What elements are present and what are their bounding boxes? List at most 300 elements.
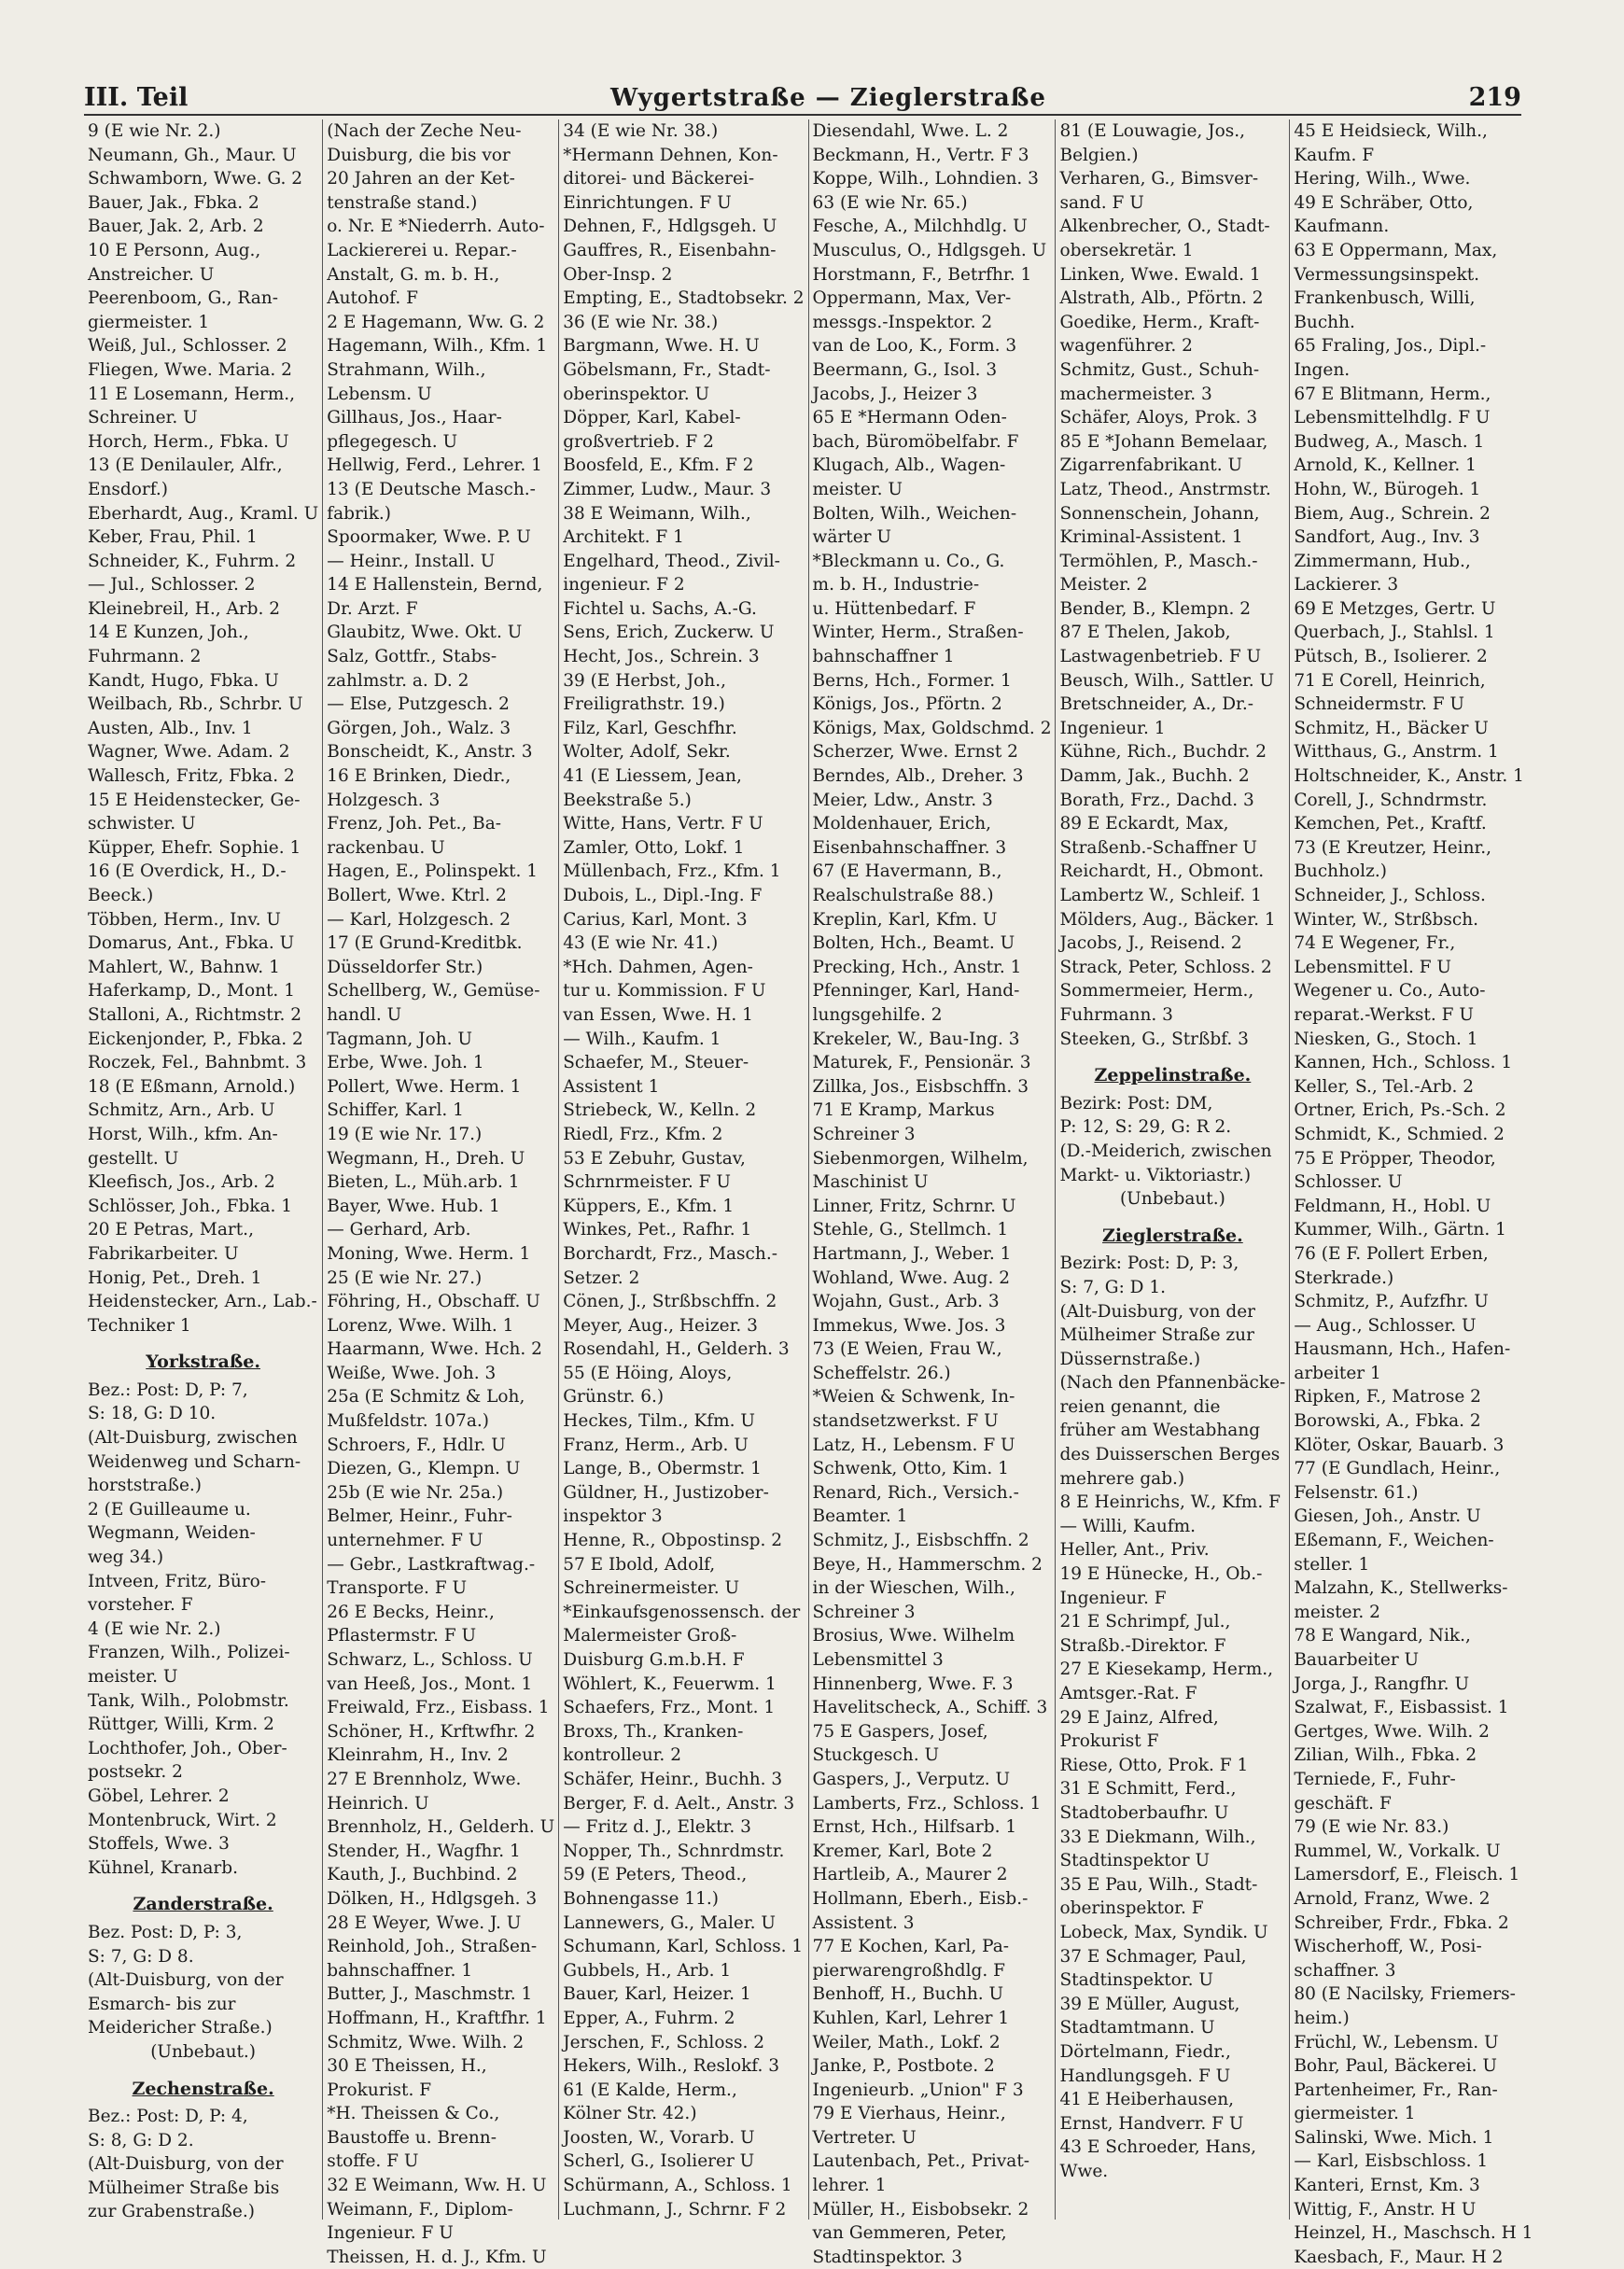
directory-entry: Haferkamp, D., Mont. 1: [88, 981, 295, 1001]
directory-entry: Müllenbach, Frz., Kfm. 1: [563, 861, 781, 882]
directory-entry: Lebensmittelhdlg. F U: [1294, 408, 1491, 428]
directory-entry: Salinski, Wwe. Mich. 1: [1294, 2127, 1494, 2148]
directory-entry: Bez. Post: D, P: 3,: [88, 1922, 243, 1942]
directory-entry: van Gemmeren, Peter,: [812, 2223, 1007, 2244]
directory-entry: Prokurist. F: [327, 2080, 432, 2100]
directory-entry: Moning, Wwe. Herm. 1: [327, 1243, 531, 1264]
directory-entry: 37 E Schmager, Paul,: [1059, 1946, 1247, 1967]
directory-entry: Belgien.): [1059, 145, 1139, 165]
directory-entry: Riese, Otto, Prok. F 1: [1059, 1755, 1249, 1775]
directory-entry: Schöner, H., Krftwfhr. 2: [327, 1721, 536, 1742]
directory-entry: Franz, Herm., Arb. U: [563, 1435, 749, 1455]
directory-entry: — Aug., Schlosser. U: [1294, 1315, 1477, 1336]
directory-entry: Ingen.: [1294, 359, 1351, 380]
directory-entry: Beusch, Wilh., Sattler. U: [1059, 670, 1275, 691]
directory-entry: Erbe, Wwe. Joh. 1: [327, 1053, 484, 1073]
directory-entry: 69 E Metzges, Gertr. U: [1294, 598, 1496, 619]
directory-entry: Meier, Ldw., Anstr. 3: [812, 790, 993, 810]
directory-entry: 45 E Heidsieck, Wilh.,: [1294, 121, 1488, 141]
directory-entry: 63 E Oppermann, Max,: [1294, 240, 1498, 260]
directory-entry: sand. F U: [1059, 192, 1144, 213]
directory-entry: Pütsch, B., Isolierer. 2: [1294, 647, 1488, 667]
directory-entry: Jerschen, F., Schloss. 2: [563, 2032, 764, 2052]
directory-entry: gestellt. U: [88, 1148, 179, 1169]
directory-entry: Winter, Herm., Straßen-: [812, 623, 1024, 643]
directory-entry: Lebensmittel. F U: [1294, 957, 1452, 977]
directory-entry: meister. U: [88, 1667, 178, 1687]
directory-entry: Duisburg G.m.b.H. F: [563, 1650, 745, 1670]
page-number: 219: [1468, 83, 1521, 112]
directory-entry: Kleefisch, Jos., Arb. 2: [88, 1172, 275, 1193]
directory-entry: 20 Jahren an der Ket-: [327, 169, 515, 189]
directory-entry: 39 (E Herbst, Joh.,: [563, 670, 726, 691]
directory-entry: Wegmann, Weiden-: [88, 1523, 256, 1544]
directory-entry: Bohr, Paul, Bäckerei. U: [1294, 2056, 1497, 2077]
directory-entry: Schreiner. U: [88, 408, 198, 428]
directory-column: [1289, 119, 1536, 2267]
directory-entry: Stuckgesch. U: [812, 1745, 940, 1766]
directory-entry: reparat.-Werkst. F U: [1294, 1004, 1474, 1025]
directory-entry: 27 E Brennholz, Wwe.: [327, 1769, 522, 1789]
directory-column: [322, 119, 558, 2267]
directory-entry: Fliegen, Wwe. Maria. 2: [88, 359, 292, 380]
directory-entry: Wittig, F., Anstr. H U: [1294, 2199, 1477, 2220]
directory-entry: Querbach, J., Stahlsl. 1: [1294, 623, 1495, 643]
directory-entry: Kaufmann.: [1294, 217, 1390, 237]
directory-entry: Gaspers, J., Verputz. U: [812, 1769, 1011, 1789]
directory-entry: Butter, J., Maschmstr. 1: [327, 1984, 533, 2005]
directory-entry: Szalwat, F., Eisbassist. 1: [1294, 1698, 1509, 1718]
directory-entry: Bonscheidt, K., Anstr. 3: [327, 742, 533, 763]
directory-entry: Schmitz, J., Eisbschffn. 2: [812, 1531, 1029, 1551]
directory-entry: Lobeck, Max, Syndik. U: [1059, 1922, 1268, 1942]
directory-entry: Weiß, Jul., Schlosser. 2: [88, 336, 287, 357]
directory-entry: Honig, Pet., Dreh. 1: [88, 1268, 262, 1288]
directory-entry: Precking, Hch., Anstr. 1: [812, 957, 1022, 977]
directory-entry: *Hermann Dehnen, Kon-: [563, 145, 778, 165]
directory-entry: Zimmer, Ludw., Maur. 3: [563, 479, 772, 499]
directory-entry: Weiler, Math., Lokf. 2: [812, 2032, 1001, 2052]
street-heading: Zeppelinstraße.: [1094, 1065, 1252, 1086]
directory-entry: — Willi, Kaufm.: [1059, 1516, 1197, 1536]
directory-entry: Kummer, Wilh., Gärtn. 1: [1294, 1220, 1506, 1240]
directory-entry: tur u. Kommission. F U: [563, 981, 766, 1001]
directory-entry: Dölken, H., Hdlgsgeh. 3: [327, 1888, 538, 1909]
directory-entry: Heinzel, H., Maschsch. H 1: [1294, 2223, 1533, 2244]
directory-entry: 65 E *Hermann Oden-: [812, 408, 1007, 428]
directory-entry: Ensdorf.): [88, 479, 169, 499]
directory-entry: Schürmann, A., Schloss. 1: [563, 2176, 792, 2196]
directory-entry: Arnold, K., Kellner. 1: [1294, 455, 1477, 476]
directory-entry: Moldenhauer, Erich,: [812, 814, 992, 834]
directory-entry: 38 E Weimann, Wilh.,: [563, 503, 751, 524]
street-heading: Zechenstraße.: [132, 2078, 274, 2099]
directory-entry: *Bleckmann u. Co., G.: [812, 551, 1005, 571]
directory-entry: Maschinist U: [812, 1172, 929, 1193]
directory-entry: Berger, F. d. Aelt., Anstr. 3: [563, 1793, 795, 1814]
directory-entry: — Jul., Schlosser. 2: [88, 575, 256, 595]
directory-entry: 18 (E Eßmann, Arnold.): [88, 1076, 296, 1097]
directory-entry: 59 (E Peters, Theod.,: [563, 1865, 748, 1885]
directory-entry: Ortner, Erich, Ps.-Sch. 2: [1294, 1100, 1506, 1121]
directory-entry: Lamersdorf, E., Fleisch. 1: [1294, 1865, 1520, 1885]
directory-entry: 32 E Weimann, Ww. H. U: [327, 2176, 547, 2196]
directory-entry: weg 34.): [88, 1548, 164, 1568]
directory-entry: Scheffelstr. 26.): [812, 1363, 951, 1383]
directory-entry: m. b. H., Industrie-: [812, 575, 980, 595]
header-rule: [84, 114, 1521, 116]
directory-entry: Weiße, Wwe. Joh. 3: [327, 1363, 497, 1383]
directory-entry: Filz, Karl, Geschfhr.: [563, 718, 737, 738]
directory-entry: Siebenmorgen, Wilhelm,: [812, 1148, 1029, 1169]
directory-entry: reien genannt, die: [1059, 1396, 1221, 1417]
directory-entry: giermeister. 1: [88, 312, 210, 332]
directory-entry: vorsteher. F: [88, 1595, 193, 1616]
directory-entry: 61 (E Kalde, Herm.,: [563, 2080, 737, 2100]
directory-entry: Beamter. 1: [812, 1506, 908, 1527]
directory-entry: arbeiter 1: [1294, 1363, 1381, 1383]
directory-entry: Musculus, O., Hdlgsgeh. U: [812, 240, 1047, 260]
directory-entry: Bieten, L., Müh.arb. 1: [327, 1172, 520, 1193]
directory-entry: Latz, Theod., Anstrmstr.: [1059, 479, 1271, 499]
directory-entry: Rüttger, Willi, Krm. 2: [88, 1715, 274, 1735]
directory-entry: Berndes, Alb., Dreher. 3: [812, 766, 1024, 787]
directory-entry: 35 E Pau, Wilh., Stadt-: [1059, 1874, 1258, 1895]
directory-entry: Kanteri, Ernst, Km. 3: [1294, 2176, 1480, 2196]
directory-entry: Jacobs, J., Heizer 3: [812, 384, 978, 404]
directory-entry: Ripken, F., Matrose 2: [1294, 1387, 1481, 1408]
directory-entry: Theissen, H. d. J., Kfm. U: [327, 2247, 547, 2267]
directory-entry: schaffner. 3: [1294, 1960, 1396, 1981]
directory-entry: Corell, J., Schndrmstr.: [1294, 790, 1488, 810]
directory-entry: Damm, Jak., Buchh. 2: [1059, 766, 1250, 787]
directory-entry: Bender, B., Klempn. 2: [1059, 598, 1252, 619]
directory-entry: Königs, Max, Goldschmd. 2: [812, 718, 1052, 738]
directory-entry: 11 E Losemann, Herm.,: [88, 384, 296, 404]
directory-entry: Schneidermstr. F U: [1294, 694, 1465, 715]
directory-entry: steller. 1: [1294, 1554, 1370, 1575]
directory-entry: machermeister. 3: [1059, 384, 1212, 404]
directory-entry: Ingenieur. F: [1059, 1588, 1167, 1608]
directory-entry: 39 E Müller, August,: [1059, 1994, 1240, 2014]
directory-entry: Roczek, Fel., Bahnbmt. 3: [88, 1053, 307, 1073]
directory-entry: Linner, Fritz, Schrnr. U: [812, 1196, 1016, 1216]
directory-entry: 21 E Schrimpf, Jul.,: [1059, 1612, 1231, 1632]
directory-entry: Zamler, Otto, Lokf. 1: [563, 837, 745, 858]
directory-entry: Assistent 1: [563, 1076, 660, 1097]
directory-entry: Weilbach, Rb., Schrbr. U: [88, 694, 303, 715]
directory-entry: 26 E Becks, Heinr.,: [327, 1602, 495, 1622]
directory-entry: Alstrath, Alb., Pförtn. 2: [1059, 288, 1264, 309]
directory-entry: Schwarz, L., Schloss. U: [327, 1650, 533, 1670]
directory-entry: Setzer. 2: [563, 1268, 640, 1288]
directory-entry: ingenieur. F 2: [563, 575, 685, 595]
directory-entry: Diezen, G., Klempn. U: [327, 1459, 521, 1479]
directory-entry: Ernst, Hch., Hilfsarb. 1: [812, 1817, 1017, 1838]
directory-entry: 63 (E wie Nr. 65.): [812, 192, 968, 213]
directory-entry: 16 (E Overdick, H., D.-: [88, 861, 287, 882]
directory-entry: (D.-Meiderich, zwischen: [1059, 1141, 1272, 1161]
directory-entry: 80 (E Nacilsky, Friemers-: [1294, 1984, 1516, 2005]
directory-entry: Beeck.): [88, 886, 154, 905]
directory-entry: Lastwagenbetrieb. F U: [1059, 647, 1262, 667]
directory-column: [1055, 119, 1289, 2220]
directory-entry: bach, Büromöbelfabr. F: [812, 431, 1019, 452]
directory-entry: Riedl, Frz., Kfm. 2: [563, 1124, 723, 1144]
directory-entry: 25b (E wie Nr. 25a.): [327, 1482, 504, 1503]
directory-entry: Salz, Gottfr., Stabs-: [327, 647, 497, 667]
directory-entry: Schellberg, W., Gemüse-: [327, 981, 540, 1001]
directory-entry: 31 E Schmitt, Ferd.,: [1059, 1779, 1237, 1800]
directory-entry: — Fritz d. J., Elektr. 3: [563, 1817, 751, 1838]
directory-entry: Amtsger.-Rat. F: [1059, 1684, 1197, 1703]
directory-entry: Borath, Frz., Dachd. 3: [1059, 790, 1254, 810]
directory-entry: (Unbebaut.): [1119, 1189, 1225, 1210]
directory-entry: 2 E Hagemann, Ww. G. 2: [327, 312, 545, 332]
directory-entry: Broxs, Th., Kranken-: [563, 1721, 744, 1742]
directory-entry: Tank, Wilh., Polobmstr.: [88, 1690, 289, 1711]
directory-entry: Beekstraße 5.): [563, 790, 692, 810]
directory-entry: Reinhold, Joh., Straßen-: [327, 1937, 538, 1957]
directory-entry: Lebensmittel 3: [812, 1650, 944, 1670]
directory-entry: Hagemann, Wilh., Kfm. 1: [327, 336, 548, 357]
directory-entry: Stadtinspektor. 3: [812, 2247, 963, 2267]
directory-entry: Keber, Frau, Phil. 1: [88, 527, 258, 548]
directory-entry: in der Wieschen, Wilh.,: [812, 1578, 1015, 1599]
directory-entry: Mahlert, W., Bahnw. 1: [88, 957, 280, 977]
directory-entry: Hecht, Jos., Schrein. 3: [563, 647, 760, 667]
directory-entry: Austen, Alb., Inv. 1: [88, 718, 253, 738]
directory-entry: Schmidt, K., Schmied. 2: [1294, 1124, 1505, 1144]
directory-entry: 36 (E wie Nr. 38.): [563, 312, 719, 332]
directory-entry: Brosius, Wwe. Wilhelm: [812, 1626, 1015, 1646]
directory-entry: Eisenbahnschaffner. 3: [812, 837, 1007, 858]
directory-entry: 16 E Brinken, Diedr.,: [327, 766, 511, 787]
directory-entry: mehrere gab.): [1059, 1468, 1185, 1489]
directory-entry: Keller, S., Tel.-Arb. 2: [1294, 1076, 1475, 1097]
directory-entry: Stadtinspektor. U: [1059, 1970, 1213, 1991]
directory-entry: Hering, Wilh., Wwe.: [1294, 169, 1471, 189]
directory-entry: Lannewers, G., Maler. U: [563, 1912, 776, 1933]
directory-entry: lungsgehilfe. 2: [812, 1004, 943, 1025]
directory-entry: 73 (E Weien, Frau W.,: [812, 1339, 1002, 1360]
directory-entry: Schroers, F., Hdlr. U: [327, 1435, 506, 1455]
directory-entry: früher am Westabhang: [1059, 1421, 1261, 1441]
directory-entry: Hagen, E., Polinspekt. 1: [327, 861, 539, 882]
directory-entry: S: 8, G: D 2.: [88, 2130, 194, 2150]
directory-entry: 77 E Kochen, Karl, Pa-: [812, 1937, 1009, 1957]
directory-entry: Borowski, A., Fbka. 2: [1294, 1411, 1481, 1432]
directory-entry: 87 E Thelen, Jakob,: [1059, 623, 1231, 643]
directory-entry: inspektor 3: [563, 1506, 663, 1527]
directory-entry: 71 E Corell, Heinrich,: [1294, 670, 1486, 691]
directory-entry: Schmitz, P., Aufzfhr. U: [1294, 1292, 1489, 1312]
directory-entry: Anstreicher. U: [88, 264, 215, 285]
directory-entry: 14 E Hallenstein, Bernd,: [327, 575, 543, 595]
directory-entry: pflegegesch. U: [327, 431, 458, 452]
directory-entry: des Duisserschen Berges: [1059, 1445, 1281, 1465]
directory-column: [808, 119, 1056, 2267]
directory-entry: Schreinermeister. U: [563, 1578, 740, 1599]
directory-entry: (Unbebaut.): [150, 2041, 257, 2062]
directory-entry: Fesche, A., Milchhdlg. U: [812, 217, 1028, 237]
directory-entry: Vertreter. U: [812, 2127, 917, 2148]
directory-entry: Bauer, Jak. 2, Arb. 2: [88, 217, 264, 237]
directory-entry: geschäft. F: [1294, 1793, 1392, 1814]
directory-entry: Düssernstraße.): [1059, 1349, 1201, 1369]
directory-entry: tenstraße stand.): [327, 192, 478, 213]
directory-entry: Kühne, Rich., Buchdr. 2: [1059, 742, 1267, 763]
directory-entry: Stoffels, Wwe. 3: [88, 1834, 230, 1855]
directory-entry: Wallesch, Fritz, Fbka. 2: [88, 766, 295, 787]
directory-entry: Giesen, Joh., Anstr. U: [1294, 1506, 1481, 1527]
directory-entry: u. Hüttenbedarf. F: [812, 598, 976, 619]
directory-entry: 17 (E Grund-Kreditbk.: [327, 933, 523, 954]
directory-entry: 2 (E Guilleaume u.: [88, 1499, 251, 1520]
directory-entry: 49 E Schräber, Otto,: [1294, 192, 1474, 213]
directory-entry: Transporte. F U: [327, 1578, 468, 1599]
directory-entry: Dr. Arzt. F: [327, 598, 418, 619]
directory-entry: pierwarengroßhdlg. F: [812, 1960, 1005, 1981]
directory-entry: Bohnengasse 11.): [563, 1888, 720, 1909]
directory-entry: meister. 2: [1294, 1602, 1380, 1622]
directory-entry: *Hch. Dahmen, Agen-: [563, 957, 753, 977]
directory-entry: Luchmann, J., Schrnr. F 2: [563, 2199, 787, 2220]
directory-entry: (Nach den Pfannenbäcke-: [1059, 1373, 1286, 1394]
directory-entry: Alkenbrecher, O., Stadt-: [1059, 217, 1270, 237]
directory-entry: Jorga, J., Rangfhr. U: [1294, 1674, 1470, 1694]
directory-entry: Ingenieurb. „Union" F 3: [812, 2080, 1024, 2100]
directory-entry: Gertges, Wwe. Wilh. 2: [1294, 1721, 1490, 1742]
directory-entry: Schwenk, Otto, Kim. 1: [812, 1459, 1009, 1479]
directory-entry: Bauer, Jak., Fbka. 2: [88, 192, 259, 213]
directory-entry: Sonnenschein, Johann,: [1059, 503, 1260, 524]
directory-entry: Koppe, Wilh., Lohndien. 3: [812, 169, 1039, 189]
directory-entry: Goedike, Herm., Kraft-: [1059, 312, 1260, 332]
directory-entry: Ingenieur. F U: [327, 2223, 454, 2244]
directory-entry: Felsenstr. 61.): [1294, 1482, 1419, 1503]
directory-entry: Weimann, F., Diplom-: [327, 2199, 513, 2220]
directory-entry: Eickenjonder, P., Fbka. 2: [88, 1029, 303, 1049]
directory-entry: Schreiner 3: [812, 1124, 916, 1144]
directory-entry: Lange, B., Obermstr. 1: [563, 1459, 762, 1479]
directory-entry: Buchh.: [1294, 312, 1355, 332]
directory-entry: Horch, Herm., Fbka. U: [88, 431, 289, 452]
directory-entry: Kandt, Hugo, Fbka. U: [88, 670, 279, 691]
directory-entry: Holzgesch. 3: [327, 790, 441, 810]
directory-entry: *Einkaufsgenossensch. der: [563, 1602, 801, 1622]
directory-entry: Güldner, H., Justizober-: [563, 1482, 769, 1503]
directory-entry: stoffe. F U: [327, 2151, 419, 2172]
directory-entry: großvertrieb. F 2: [563, 431, 714, 452]
directory-entry: 78 E Wangard, Nik.,: [1294, 1626, 1471, 1646]
directory-entry: Meister. 2: [1059, 575, 1148, 595]
directory-entry: Wolter, Adolf, Sekr.: [563, 742, 731, 763]
directory-entry: Scherl, G., Isolierer U: [563, 2151, 755, 2172]
directory-entry: Dörtelmann, Fiedr.,: [1059, 2041, 1231, 2062]
directory-entry: Hartmann, J., Weber. 1: [812, 1243, 1012, 1264]
directory-entry: Holtschneider, K., Anstr. 1: [1294, 766, 1524, 787]
directory-entry: Niesken, G., Stoch. 1: [1294, 1029, 1478, 1049]
directory-entry: Dehnen, F., Hdlgsgeh. U: [563, 217, 777, 237]
directory-entry: Ernst, Handverr. F U: [1059, 2113, 1244, 2134]
directory-entry: fabrik.): [327, 503, 392, 524]
directory-entry: Anstalt, G. m. b. H.,: [327, 264, 500, 285]
directory-entry: Sandfort, Aug., Inv. 3: [1294, 527, 1480, 548]
directory-entry: 14 E Kunzen, Joh.,: [88, 623, 249, 643]
directory-entry: meister. U: [812, 479, 903, 499]
directory-entry: Wegmann, H., Dreh. U: [327, 1148, 525, 1169]
directory-entry: Schneider, K., Fuhrm. 2: [88, 551, 297, 571]
directory-entry: Kaufm. F: [1294, 145, 1375, 165]
directory-entry: handl. U: [327, 1004, 402, 1025]
directory-entry: 53 E Zebuhr, Gustav,: [563, 1148, 746, 1169]
directory-entry: Schaefers, Frz., Mont. 1: [563, 1698, 776, 1718]
directory-entry: — Heinr., Install. U: [327, 551, 496, 571]
directory-entry: Hellwig, Ferd., Lehrer. 1: [327, 455, 542, 476]
directory-entry: Arnold, Franz, Wwe. 2: [1294, 1888, 1491, 1909]
directory-entry: Verharen, G., Bimsver-: [1059, 169, 1259, 189]
directory-entry: Bauarbeiter U: [1294, 1650, 1420, 1670]
directory-entry: Maturek, F., Pensionär. 3: [812, 1053, 1031, 1073]
directory-entry: Scherzer, Wwe. Ernst 2: [812, 742, 1018, 763]
directory-entry: Immekus, Wwe. Jos. 3: [812, 1315, 1006, 1336]
directory-entry: Bezirk: Post: DM,: [1059, 1093, 1213, 1113]
directory-entry: Peerenboom, G., Ran-: [88, 288, 278, 309]
page-header: [84, 73, 1521, 112]
directory-entry: 25 (E wie Nr. 27.): [327, 1268, 483, 1288]
directory-entry: 41 E Heiberhausen,: [1059, 2090, 1235, 2110]
directory-entry: Feldmann, H., Hobl. U: [1294, 1196, 1491, 1216]
directory-entry: oberinspektor. U: [563, 384, 710, 404]
directory-entry: 25a (E Schmitz & Loh,: [327, 1387, 525, 1408]
directory-entry: Eßemann, F., Weichen-: [1294, 1531, 1494, 1551]
directory-entry: Kühnel, Kranarb.: [88, 1857, 238, 1878]
directory-entry: 65 Fraling, Jos., Dipl.-: [1294, 336, 1487, 357]
directory-entry: giermeister. 1: [1294, 2104, 1416, 2124]
directory-entry: Sommermeier, Herm.,: [1059, 981, 1254, 1001]
directory-entry: Kremer, Karl, Bote 2: [812, 1841, 993, 1861]
directory-entry: Görgen, Joh., Walz. 3: [327, 718, 511, 738]
directory-entry: Straßb.-Direktor. F: [1059, 1635, 1226, 1656]
directory-entry: Borchardt, Frz., Masch.-: [563, 1243, 777, 1264]
directory-entry: 71 E Kramp, Markus: [812, 1100, 995, 1121]
directory-entry: Mülheimer Straße bis: [88, 2178, 280, 2198]
directory-entry: Sens, Erich, Zuckerw. U: [563, 623, 775, 643]
directory-entry: Partenheimer, Fr., Ran-: [1294, 2080, 1498, 2100]
directory-entry: 67 (E Havermann, B.,: [812, 861, 1002, 882]
directory-entry: Winkes, Pet., Rafhr. 1: [563, 1220, 752, 1240]
directory-column: [558, 119, 807, 2220]
directory-entry: Mülheimer Straße zur: [1059, 1325, 1254, 1346]
directory-entry: 75 E Gaspers, Josef,: [812, 1721, 988, 1742]
directory-entry: bahnschaffner. 1: [327, 1960, 473, 1981]
directory-entry: (Nach der Zeche Neu-: [327, 121, 522, 141]
directory-entry: Lackiererei u. Repar.-: [327, 240, 517, 260]
directory-entry: Stadtoberbaufhr. U: [1059, 1802, 1229, 1823]
directory-entry: Pflastermstr. F U: [327, 1626, 477, 1646]
directory-entry: Fuhrmann. 2: [88, 647, 202, 667]
directory-entry: Esmarch- bis zur: [88, 1994, 236, 2014]
directory-entry: Stehle, G., Stellmch. 1: [812, 1220, 1009, 1240]
directory-entry: Mölders, Aug., Bäcker. 1: [1059, 909, 1276, 930]
directory-entry: — Else, Putzgesch. 2: [327, 694, 510, 715]
directory-entry: Pollert, Wwe. Herm. 1: [327, 1076, 522, 1097]
directory-entry: Zigarrenfabrikant. U: [1059, 455, 1243, 476]
directory-entry: Wwe.: [1059, 2161, 1109, 2181]
directory-entry: kontrolleur. 2: [563, 1745, 681, 1766]
directory-entry: Königs, Jos., Pförtn. 2: [812, 694, 1002, 715]
